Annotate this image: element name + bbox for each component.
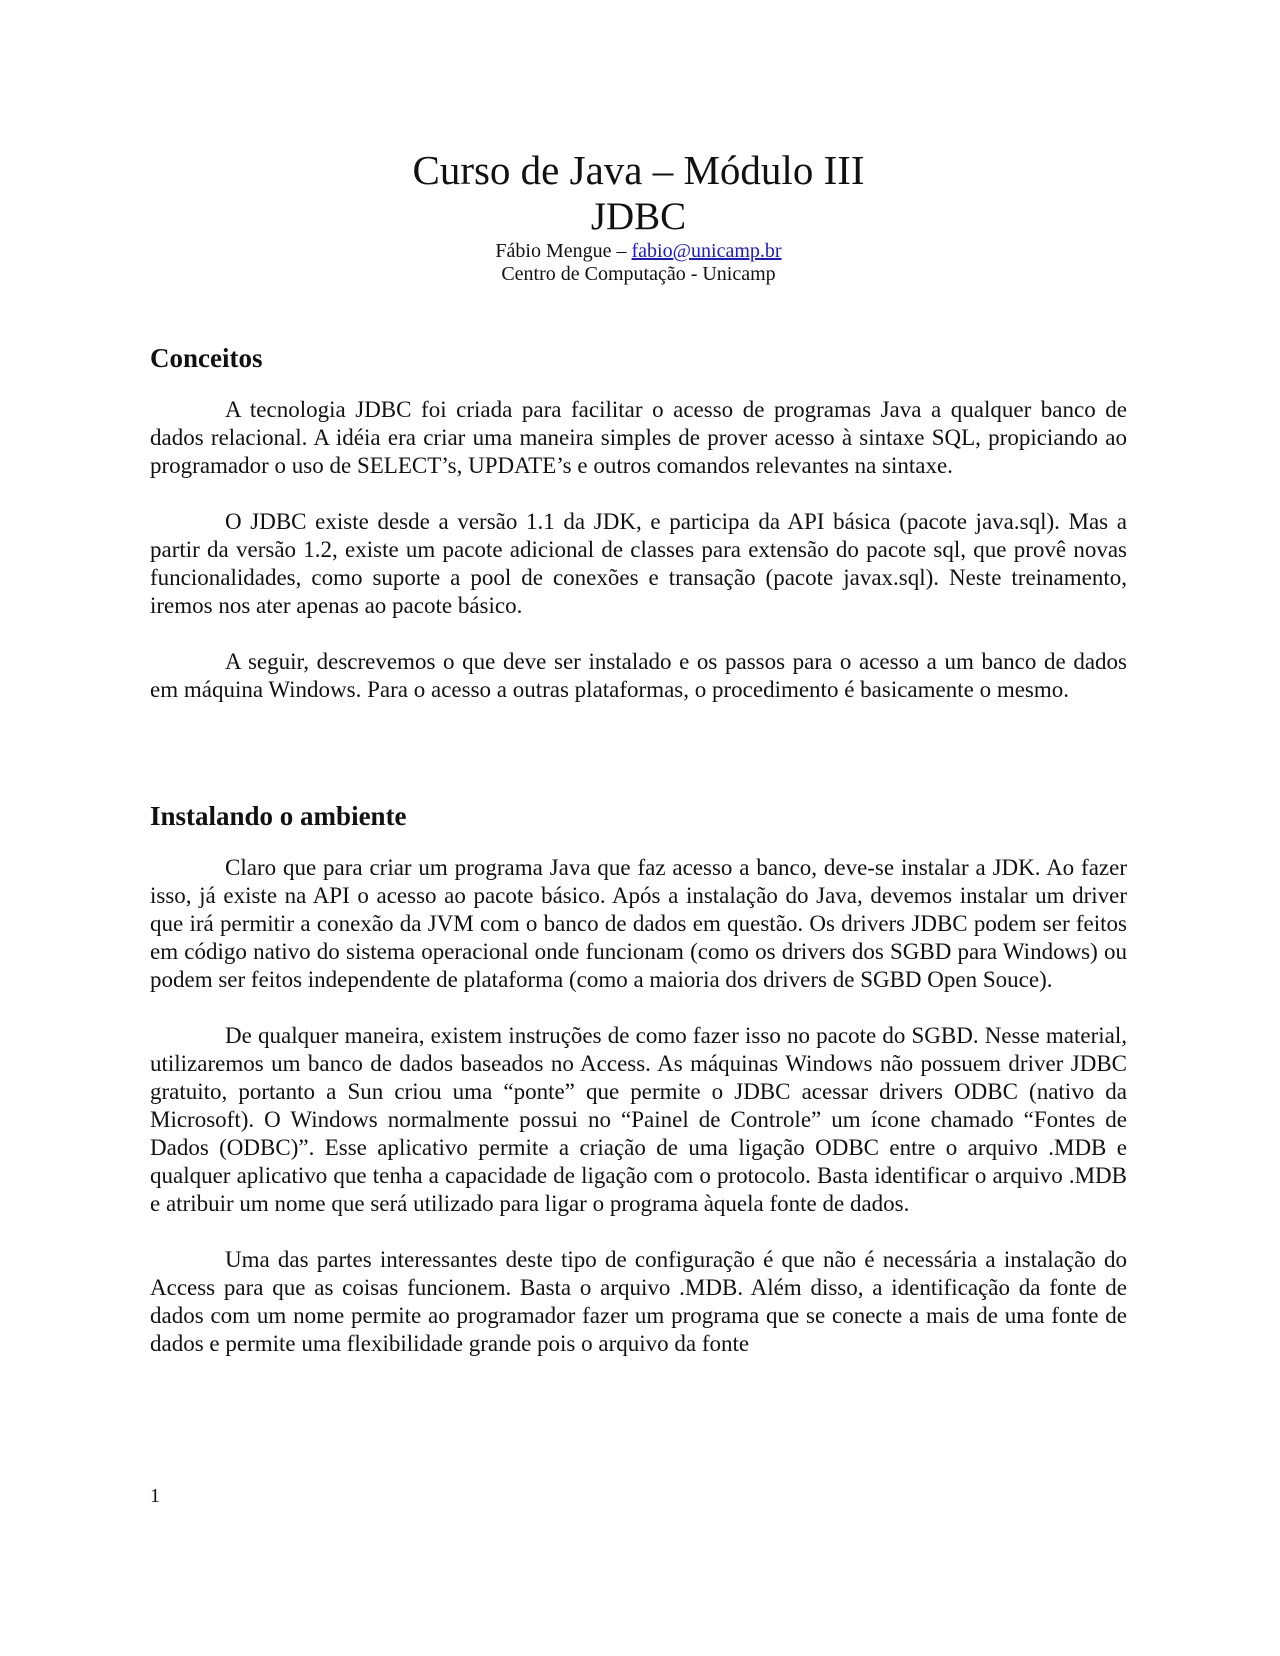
title-block: [150, 146, 1127, 286]
document-title: Curso de Java – Módulo III: [412, 147, 865, 193]
paragraph: A tecnologia JDBC foi criada para facilitar o acesso de programas Java a qualquer banco de dados relacional. A idéia era criar uma maneira simples de prover acesso à sintaxe SQL, propiciando ao programador o uso de SELECT’s, UPDATE’s e outros comandos relevantes na sintaxe.: [150, 397, 1127, 478]
section-conceitos: [150, 342, 1127, 732]
author-line: [150, 240, 1127, 263]
paragraph: O JDBC existe desde a versão 1.1 da JDK, e participa da API básica (pacote java.sql). Mas a partir da versão 1.2, existe um pacote adicional de classes para extensão do pacote sql, que provê novas funcionalidades, como suporte a pool de conexões e transação (pacote javax.sql). Neste treinamento, iremos nos ater apenas ao pacote básico.: [150, 509, 1127, 618]
page-number: 1: [150, 1485, 160, 1507]
author-email-link[interactable]: fabio@unicamp.br: [631, 240, 782, 262]
affiliation: Centro de Computação - Unicamp: [501, 263, 776, 285]
paragraph: Claro que para criar um programa Java que faz acesso a banco, deve-se instalar a JDK. Ao fazer isso, já existe na API o acesso ao pacote básico. Após a instalação do Java, devemos instalar um driver que irá permitir a conexão da JVM com o banco de dados em questão. Os drivers JDBC podem ser feitos em código nativo do sistema operacional onde funcionam (como os drivers dos SGBD para Windows) ou podem ser feitos independente de plataforma (como a maioria dos drivers de SGBD Open Souce).: [150, 855, 1127, 992]
author-name: Fábio Mengue –: [495, 240, 632, 262]
paragraph: Uma das partes interessantes deste tipo de configuração é que não é necessária a instalação do Access para que as coisas funcionem. Basta o arquivo .MDB. Além disso, a identificação da fonte de dados com um nome permite ao programador fazer um programa que se conecte a mais de uma fonte de dados e permite uma flexibilidade grande pois o arquivo da fonte: [150, 1247, 1127, 1356]
paragraph: A seguir, descrevemos o que deve ser instalado e os passos para o acesso a um banco de dados em máquina Windows. Para o acesso a outras plataformas, o procedimento é basicamente o mesmo.: [150, 649, 1127, 702]
section-instalando-ambiente: [150, 800, 1127, 1386]
section-heading: Conceitos: [150, 343, 263, 373]
paragraph: De qualquer maneira, existem instruções de como fazer isso no pacote do SGBD. Nesse material, utilizaremos um banco de dados baseados no Access. As máquinas Windows não possuem driver JDBC gratuito, portanto a Sun criou uma “ponte” que permite o JDBC acessar drivers ODBC (nativo da Microsoft). O Windows normalmente possui no “Painel de Controle” um ícone chamado “Fontes de Dados (ODBC)”. Esse aplicativo permite a criação de uma ligação ODBC entre o arquivo .MDB e qualquer aplicativo que tenha a capacidade de ligação com o protocolo. Basta identificar o arquivo .MDB e atribuir um nome que será utilizado para ligar o programa àquela fonte de dados.: [150, 1023, 1127, 1216]
document-subtitle: JDBC: [590, 195, 687, 238]
section-heading: Instalando o ambiente: [150, 801, 407, 831]
